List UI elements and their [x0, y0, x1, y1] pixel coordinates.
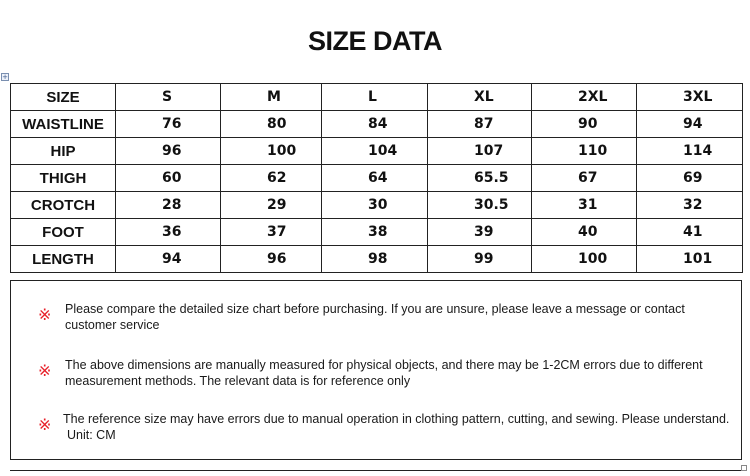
table-cell: 69	[637, 165, 743, 192]
table-cell: 67	[532, 165, 637, 192]
table-cell: 64	[322, 165, 428, 192]
table-cell: 80	[221, 111, 322, 138]
table-cell: 76	[116, 111, 221, 138]
header-size-l: L	[322, 84, 428, 111]
table-cell: 99	[428, 246, 532, 273]
table-resize-handle-icon[interactable]	[741, 465, 747, 471]
header-size-s: S	[116, 84, 221, 111]
size-table	[10, 83, 743, 273]
table-cell: 100	[221, 138, 322, 165]
table-cell: 104	[322, 138, 428, 165]
table-cell: 90	[532, 111, 637, 138]
table-row-foot	[11, 219, 743, 246]
table-move-handle-icon[interactable]: +	[2, 73, 8, 81]
table-cell: 65.5	[428, 165, 532, 192]
table-cell: 29	[221, 192, 322, 219]
table-cell: 84	[322, 111, 428, 138]
row-label: LENGTH	[11, 246, 116, 273]
header-size-2xl: 2XL	[532, 84, 637, 111]
table-cell: 110	[532, 138, 637, 165]
bottom-divider	[10, 470, 742, 471]
header-size-xl: XL	[428, 84, 532, 111]
table-row-length	[11, 246, 743, 273]
reference-mark-icon: ※	[38, 305, 52, 324]
table-cell: 94	[637, 111, 743, 138]
table-cell: 30	[322, 192, 428, 219]
table-cell: 40	[532, 219, 637, 246]
row-label: CROTCH	[11, 192, 116, 219]
table-cell: 36	[116, 219, 221, 246]
notes-box	[10, 280, 742, 460]
row-label: HIP	[11, 138, 116, 165]
table-cell: 100	[532, 246, 637, 273]
header-size-m: M	[221, 84, 322, 111]
table-header-row	[11, 84, 743, 111]
table-row-hip	[11, 138, 743, 165]
table-cell: 32	[637, 192, 743, 219]
table-cell: 96	[116, 138, 221, 165]
table-cell: 30.5	[428, 192, 532, 219]
table-cell: 62	[221, 165, 322, 192]
table-cell: 101	[637, 246, 743, 273]
note-text: The above dimensions are manually measured for physical objects, and there may be 1-2CM errors due to different measurement methods. The relevant data is for reference only	[65, 358, 703, 388]
note-text: Please compare the detailed size chart before purchasing. If you are unsure, please leave a message or contact customer service	[65, 302, 685, 332]
table-cell: 28	[116, 192, 221, 219]
row-label: FOOT	[11, 219, 116, 246]
reference-mark-icon: ※	[38, 361, 52, 380]
table-cell: 107	[428, 138, 532, 165]
reference-mark-icon: ※	[38, 415, 52, 434]
table-cell: 38	[322, 219, 428, 246]
row-label: WAISTLINE	[11, 111, 116, 138]
table-cell: 114	[637, 138, 743, 165]
note-text	[65, 411, 737, 443]
table-cell: 39	[428, 219, 532, 246]
table-cell: 94	[116, 246, 221, 273]
table-row-waistline	[11, 111, 743, 138]
table-cell: 96	[221, 246, 322, 273]
header-size-label: SIZE	[11, 84, 116, 111]
row-label: THIGH	[11, 165, 116, 192]
table-cell: 60	[116, 165, 221, 192]
header-size-3xl: 3XL	[637, 84, 743, 111]
unit-label: Unit: CM	[67, 428, 116, 442]
table-cell: 87	[428, 111, 532, 138]
table-cell: 41	[637, 219, 743, 246]
table-cell: 31	[532, 192, 637, 219]
table-row-thigh	[11, 165, 743, 192]
table-cell: 98	[322, 246, 428, 273]
page-title: SIZE DATA	[308, 26, 442, 56]
table-cell: 37	[221, 219, 322, 246]
note-line: The reference size may have errors due to manual operation in clothing pattern, cutting, and sewing. Please understand.	[63, 412, 730, 426]
table-row-crotch	[11, 192, 743, 219]
